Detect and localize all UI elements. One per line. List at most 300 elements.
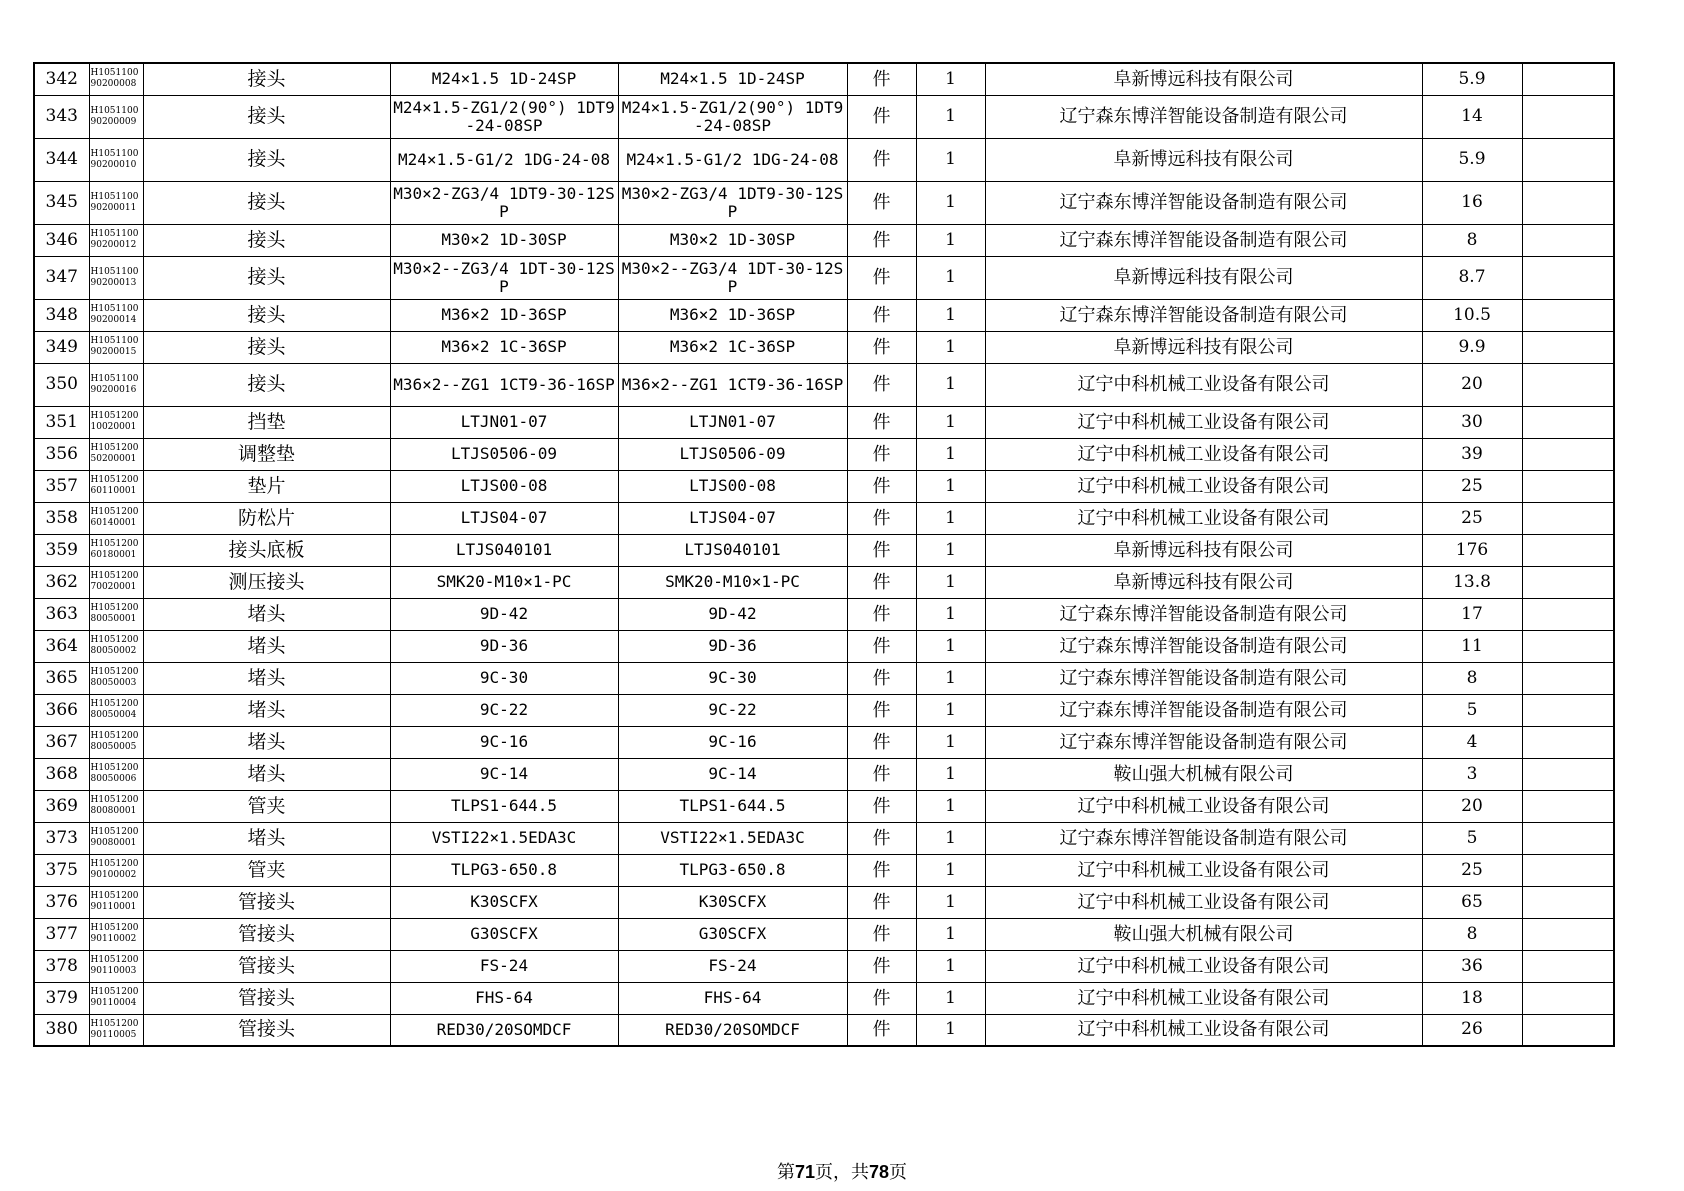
model-cell: 9C-14 — [618, 758, 847, 790]
material-code-cell: H1051200 90110005 — [89, 1014, 143, 1046]
unit-cell: 件 — [847, 918, 916, 950]
supplier-cell: 辽宁森东博洋智能设备制造有限公司 — [985, 630, 1422, 662]
material-code-cell: H1051200 80050005 — [89, 726, 143, 758]
specification-cell: M36×2 1D-36SP — [390, 299, 618, 331]
material-code-cell: H1051200 80050002 — [89, 630, 143, 662]
row-number-cell: 342 — [34, 63, 89, 95]
material-code-cell: H1051200 10020001 — [89, 406, 143, 438]
supplier-cell: 辽宁中科机械工业设备有限公司 — [985, 1014, 1422, 1046]
model-cell: TLPG3-650.8 — [618, 854, 847, 886]
unit-cell: 件 — [847, 758, 916, 790]
model-cell: LTJS00-08 — [618, 470, 847, 502]
unit-cell: 件 — [847, 886, 916, 918]
row-number-cell: 379 — [34, 982, 89, 1014]
specification-cell: TLPG3-650.8 — [390, 854, 618, 886]
model-cell: LTJN01-07 — [618, 406, 847, 438]
quantity-cell: 1 — [916, 534, 985, 566]
unit-cell: 件 — [847, 822, 916, 854]
table-row — [34, 502, 1614, 534]
remark-cell — [1522, 822, 1614, 854]
unit-cell: 件 — [847, 662, 916, 694]
remark-cell — [1522, 534, 1614, 566]
quantity-cell: 1 — [916, 662, 985, 694]
quantity-cell: 1 — [916, 224, 985, 256]
remark-cell — [1522, 470, 1614, 502]
part-name-cell: 接头 — [143, 138, 390, 181]
remark-cell — [1522, 224, 1614, 256]
quantity-cell: 1 — [916, 822, 985, 854]
unit-price-cell: 20 — [1422, 363, 1522, 406]
quantity-cell: 1 — [916, 598, 985, 630]
table-row — [34, 598, 1614, 630]
row-number-cell: 375 — [34, 854, 89, 886]
unit-price-cell: 30 — [1422, 406, 1522, 438]
supplier-cell: 辽宁森东博洋智能设备制造有限公司 — [985, 822, 1422, 854]
model-cell: LTJS0506-09 — [618, 438, 847, 470]
unit-cell: 件 — [847, 854, 916, 886]
row-number-cell: 346 — [34, 224, 89, 256]
supplier-cell: 辽宁中科机械工业设备有限公司 — [985, 886, 1422, 918]
supplier-cell: 辽宁中科机械工业设备有限公司 — [985, 363, 1422, 406]
unit-cell: 件 — [847, 95, 916, 138]
unit-price-cell: 26 — [1422, 1014, 1522, 1046]
model-cell: SMK20-M10×1-PC — [618, 566, 847, 598]
row-number-cell: 368 — [34, 758, 89, 790]
remark-cell — [1522, 406, 1614, 438]
model-cell: FHS-64 — [618, 982, 847, 1014]
material-code-cell: H1051100 90200008 — [89, 63, 143, 95]
table-row — [34, 406, 1614, 438]
supplier-cell: 辽宁中科机械工业设备有限公司 — [985, 438, 1422, 470]
quantity-cell: 1 — [916, 299, 985, 331]
unit-cell: 件 — [847, 726, 916, 758]
remark-cell — [1522, 138, 1614, 181]
table-row — [34, 181, 1614, 224]
supplier-cell: 辽宁中科机械工业设备有限公司 — [985, 950, 1422, 982]
model-cell: M24×1.5-G1/2 1DG-24-08 — [618, 138, 847, 181]
part-name-cell: 堵头 — [143, 630, 390, 662]
table-row — [34, 726, 1614, 758]
material-code-cell: H1051200 60180001 — [89, 534, 143, 566]
remark-cell — [1522, 63, 1614, 95]
quantity-cell: 1 — [916, 630, 985, 662]
supplier-cell: 辽宁中科机械工业设备有限公司 — [985, 502, 1422, 534]
model-cell: 9D-42 — [618, 598, 847, 630]
part-name-cell: 堵头 — [143, 598, 390, 630]
supplier-cell: 辽宁中科机械工业设备有限公司 — [985, 470, 1422, 502]
part-name-cell: 管接头 — [143, 918, 390, 950]
supplier-cell: 鞍山强大机械有限公司 — [985, 758, 1422, 790]
row-number-cell: 347 — [34, 256, 89, 299]
table-row — [34, 438, 1614, 470]
unit-cell: 件 — [847, 299, 916, 331]
unit-price-cell: 36 — [1422, 950, 1522, 982]
row-number-cell: 373 — [34, 822, 89, 854]
model-cell: M36×2 1D-36SP — [618, 299, 847, 331]
quantity-cell: 1 — [916, 1014, 985, 1046]
quantity-cell: 1 — [916, 950, 985, 982]
part-name-cell: 接头 — [143, 95, 390, 138]
unit-cell: 件 — [847, 256, 916, 299]
unit-cell: 件 — [847, 138, 916, 181]
part-name-cell: 管夹 — [143, 790, 390, 822]
table-row — [34, 331, 1614, 363]
model-cell: K30SCFX — [618, 886, 847, 918]
model-cell: VSTI22×1.5EDA3C — [618, 822, 847, 854]
part-name-cell: 接头 — [143, 63, 390, 95]
remark-cell — [1522, 854, 1614, 886]
table-row — [34, 822, 1614, 854]
unit-price-cell: 14 — [1422, 95, 1522, 138]
table-row — [34, 63, 1614, 95]
remark-cell — [1522, 1014, 1614, 1046]
specification-cell: FS-24 — [390, 950, 618, 982]
specification-cell: LTJS040101 — [390, 534, 618, 566]
specification-cell: M30×2--ZG3/4 1DT-30-12SP — [390, 256, 618, 299]
unit-price-cell: 16 — [1422, 181, 1522, 224]
quantity-cell: 1 — [916, 331, 985, 363]
supplier-cell: 辽宁中科机械工业设备有限公司 — [985, 790, 1422, 822]
quantity-cell: 1 — [916, 886, 985, 918]
part-name-cell: 堵头 — [143, 758, 390, 790]
model-cell: M24×1.5-ZG1/2(90°) 1DT9-24-08SP — [618, 95, 847, 138]
quantity-cell: 1 — [916, 502, 985, 534]
model-cell: 9C-30 — [618, 662, 847, 694]
row-number-cell: 357 — [34, 470, 89, 502]
table-row — [34, 694, 1614, 726]
quantity-cell: 1 — [916, 95, 985, 138]
part-name-cell: 接头 — [143, 181, 390, 224]
model-cell: M24×1.5 1D-24SP — [618, 63, 847, 95]
part-name-cell: 管夹 — [143, 854, 390, 886]
unit-price-cell: 25 — [1422, 470, 1522, 502]
unit-cell: 件 — [847, 982, 916, 1014]
remark-cell — [1522, 331, 1614, 363]
remark-cell — [1522, 181, 1614, 224]
supplier-cell: 辽宁森东博洋智能设备制造有限公司 — [985, 181, 1422, 224]
total-pages-number: 78 — [869, 1162, 890, 1182]
remark-cell — [1522, 502, 1614, 534]
unit-price-cell: 5.9 — [1422, 138, 1522, 181]
row-number-cell: 344 — [34, 138, 89, 181]
part-name-cell: 管接头 — [143, 1014, 390, 1046]
unit-cell: 件 — [847, 181, 916, 224]
model-cell: M30×2--ZG3/4 1DT-30-12SP — [618, 256, 847, 299]
material-code-cell: H1051200 60140001 — [89, 502, 143, 534]
unit-price-cell: 18 — [1422, 982, 1522, 1014]
table-row — [34, 758, 1614, 790]
unit-cell: 件 — [847, 502, 916, 534]
model-cell: TLPS1-644.5 — [618, 790, 847, 822]
unit-cell: 件 — [847, 438, 916, 470]
supplier-cell: 辽宁森东博洋智能设备制造有限公司 — [985, 224, 1422, 256]
footer-prefix: 第 — [776, 1162, 795, 1183]
specification-cell: LTJS04-07 — [390, 502, 618, 534]
table-row — [34, 534, 1614, 566]
model-cell: LTJS040101 — [618, 534, 847, 566]
part-name-cell: 挡垫 — [143, 406, 390, 438]
footer-middle: 页，共 — [815, 1162, 869, 1183]
page-footer — [0, 1161, 1684, 1184]
material-code-cell: H1051200 90110001 — [89, 886, 143, 918]
unit-cell: 件 — [847, 406, 916, 438]
quantity-cell: 1 — [916, 63, 985, 95]
table-row — [34, 630, 1614, 662]
row-number-cell: 343 — [34, 95, 89, 138]
table-row — [34, 950, 1614, 982]
model-cell: G30SCFX — [618, 918, 847, 950]
specification-cell: LTJN01-07 — [390, 406, 618, 438]
unit-cell: 件 — [847, 598, 916, 630]
unit-price-cell: 25 — [1422, 854, 1522, 886]
row-number-cell: 365 — [34, 662, 89, 694]
row-number-cell: 366 — [34, 694, 89, 726]
specification-cell: M24×1.5-ZG1/2(90°) 1DT9-24-08SP — [390, 95, 618, 138]
supplier-cell: 阜新博远科技有限公司 — [985, 566, 1422, 598]
unit-price-cell: 13.8 — [1422, 566, 1522, 598]
part-name-cell: 管接头 — [143, 950, 390, 982]
supplier-cell: 辽宁中科机械工业设备有限公司 — [985, 854, 1422, 886]
material-code-cell: H1051100 90200011 — [89, 181, 143, 224]
supplier-cell: 辽宁森东博洋智能设备制造有限公司 — [985, 726, 1422, 758]
part-name-cell: 接头 — [143, 363, 390, 406]
unit-price-cell: 176 — [1422, 534, 1522, 566]
specification-cell: RED30/20SOMDCF — [390, 1014, 618, 1046]
part-name-cell: 管接头 — [143, 982, 390, 1014]
material-code-cell: H1051200 90110002 — [89, 918, 143, 950]
part-name-cell: 测压接头 — [143, 566, 390, 598]
material-code-cell: H1051200 80050003 — [89, 662, 143, 694]
remark-cell — [1522, 694, 1614, 726]
remark-cell — [1522, 726, 1614, 758]
part-name-cell: 防松片 — [143, 502, 390, 534]
specification-cell: 9C-14 — [390, 758, 618, 790]
row-number-cell: 358 — [34, 502, 89, 534]
remark-cell — [1522, 299, 1614, 331]
unit-price-cell: 8 — [1422, 918, 1522, 950]
table-row — [34, 886, 1614, 918]
specification-cell: M36×2 1C-36SP — [390, 331, 618, 363]
material-code-cell: H1051200 80050004 — [89, 694, 143, 726]
row-number-cell: 348 — [34, 299, 89, 331]
model-cell: RED30/20SOMDCF — [618, 1014, 847, 1046]
quantity-cell: 1 — [916, 566, 985, 598]
specification-cell: K30SCFX — [390, 886, 618, 918]
material-code-cell: H1051200 90110003 — [89, 950, 143, 982]
remark-cell — [1522, 982, 1614, 1014]
model-cell: 9D-36 — [618, 630, 847, 662]
model-cell: M36×2 1C-36SP — [618, 331, 847, 363]
unit-price-cell: 5 — [1422, 822, 1522, 854]
remark-cell — [1522, 566, 1614, 598]
supplier-cell: 鞍山强大机械有限公司 — [985, 918, 1422, 950]
material-code-cell: H1051200 80050006 — [89, 758, 143, 790]
unit-price-cell: 8 — [1422, 224, 1522, 256]
model-cell: M30×2 1D-30SP — [618, 224, 847, 256]
specification-cell: 9C-30 — [390, 662, 618, 694]
material-code-cell: H1051100 90200010 — [89, 138, 143, 181]
remark-cell — [1522, 630, 1614, 662]
row-number-cell: 369 — [34, 790, 89, 822]
material-code-cell: H1051100 90200013 — [89, 256, 143, 299]
model-cell: 9C-16 — [618, 726, 847, 758]
unit-price-cell: 11 — [1422, 630, 1522, 662]
row-number-cell: 350 — [34, 363, 89, 406]
parts-price-table — [33, 62, 1615, 1047]
unit-price-cell: 10.5 — [1422, 299, 1522, 331]
table-row — [34, 854, 1614, 886]
remark-cell — [1522, 256, 1614, 299]
part-name-cell: 堵头 — [143, 662, 390, 694]
quantity-cell: 1 — [916, 694, 985, 726]
unit-price-cell: 25 — [1422, 502, 1522, 534]
model-cell: 9C-22 — [618, 694, 847, 726]
quantity-cell: 1 — [916, 854, 985, 886]
specification-cell: SMK20-M10×1-PC — [390, 566, 618, 598]
unit-cell: 件 — [847, 470, 916, 502]
supplier-cell: 辽宁中科机械工业设备有限公司 — [985, 406, 1422, 438]
unit-cell: 件 — [847, 63, 916, 95]
unit-cell: 件 — [847, 1014, 916, 1046]
part-name-cell: 堵头 — [143, 694, 390, 726]
quantity-cell: 1 — [916, 181, 985, 224]
part-name-cell: 接头 — [143, 299, 390, 331]
unit-cell: 件 — [847, 534, 916, 566]
table-row — [34, 470, 1614, 502]
specification-cell: M24×1.5 1D-24SP — [390, 63, 618, 95]
remark-cell — [1522, 790, 1614, 822]
part-name-cell: 接头 — [143, 224, 390, 256]
quantity-cell: 1 — [916, 438, 985, 470]
unit-price-cell: 5.9 — [1422, 63, 1522, 95]
quantity-cell: 1 — [916, 470, 985, 502]
supplier-cell: 辽宁中科机械工业设备有限公司 — [985, 982, 1422, 1014]
specification-cell: VSTI22×1.5EDA3C — [390, 822, 618, 854]
unit-cell: 件 — [847, 363, 916, 406]
model-cell: M36×2--ZG1 1CT9-36-16SP — [618, 363, 847, 406]
table-row — [34, 256, 1614, 299]
supplier-cell: 阜新博远科技有限公司 — [985, 138, 1422, 181]
remark-cell — [1522, 438, 1614, 470]
material-code-cell: H1051200 90100002 — [89, 854, 143, 886]
unit-cell: 件 — [847, 694, 916, 726]
material-code-cell: H1051100 90200012 — [89, 224, 143, 256]
supplier-cell: 辽宁森东博洋智能设备制造有限公司 — [985, 299, 1422, 331]
unit-price-cell: 20 — [1422, 790, 1522, 822]
model-cell: M30×2-ZG3/4 1DT9-30-12SP — [618, 181, 847, 224]
row-number-cell: 363 — [34, 598, 89, 630]
part-name-cell: 垫片 — [143, 470, 390, 502]
specification-cell: M36×2--ZG1 1CT9-36-16SP — [390, 363, 618, 406]
unit-cell: 件 — [847, 224, 916, 256]
table-row — [34, 95, 1614, 138]
current-page-number: 71 — [794, 1162, 815, 1182]
remark-cell — [1522, 598, 1614, 630]
specification-cell: 9C-22 — [390, 694, 618, 726]
part-name-cell: 接头 — [143, 331, 390, 363]
unit-cell: 件 — [847, 331, 916, 363]
specification-cell: M30×2 1D-30SP — [390, 224, 618, 256]
part-name-cell: 接头 — [143, 256, 390, 299]
row-number-cell: 378 — [34, 950, 89, 982]
part-name-cell: 堵头 — [143, 822, 390, 854]
remark-cell — [1522, 758, 1614, 790]
row-number-cell: 356 — [34, 438, 89, 470]
material-code-cell: H1051100 90200016 — [89, 363, 143, 406]
remark-cell — [1522, 363, 1614, 406]
material-code-cell: H1051200 70020001 — [89, 566, 143, 598]
material-code-cell: H1051200 80050001 — [89, 598, 143, 630]
quantity-cell: 1 — [916, 138, 985, 181]
table-row — [34, 566, 1614, 598]
specification-cell: M24×1.5-G1/2 1DG-24-08 — [390, 138, 618, 181]
quantity-cell: 1 — [916, 758, 985, 790]
unit-cell: 件 — [847, 566, 916, 598]
unit-price-cell: 8.7 — [1422, 256, 1522, 299]
table-row — [34, 662, 1614, 694]
part-name-cell: 管接头 — [143, 886, 390, 918]
unit-price-cell: 4 — [1422, 726, 1522, 758]
specification-cell: 9C-16 — [390, 726, 618, 758]
supplier-cell: 阜新博远科技有限公司 — [985, 63, 1422, 95]
unit-price-cell: 8 — [1422, 662, 1522, 694]
row-number-cell: 367 — [34, 726, 89, 758]
unit-price-cell: 5 — [1422, 694, 1522, 726]
row-number-cell: 359 — [34, 534, 89, 566]
remark-cell — [1522, 950, 1614, 982]
specification-cell: G30SCFX — [390, 918, 618, 950]
table-row — [34, 363, 1614, 406]
material-code-cell: H1051100 90200014 — [89, 299, 143, 331]
material-code-cell: H1051200 90080001 — [89, 822, 143, 854]
table-row — [34, 299, 1614, 331]
supplier-cell: 辽宁森东博洋智能设备制造有限公司 — [985, 598, 1422, 630]
material-code-cell: H1051200 90110004 — [89, 982, 143, 1014]
specification-cell: M30×2-ZG3/4 1DT9-30-12SP — [390, 181, 618, 224]
table-body — [34, 63, 1614, 1046]
quantity-cell: 1 — [916, 982, 985, 1014]
material-code-cell: H1051200 80080001 — [89, 790, 143, 822]
remark-cell — [1522, 886, 1614, 918]
table-row — [34, 982, 1614, 1014]
remark-cell — [1522, 662, 1614, 694]
unit-cell: 件 — [847, 630, 916, 662]
quantity-cell: 1 — [916, 256, 985, 299]
material-code-cell: H1051200 50200001 — [89, 438, 143, 470]
supplier-cell: 阜新博远科技有限公司 — [985, 331, 1422, 363]
table-row — [34, 138, 1614, 181]
remark-cell — [1522, 918, 1614, 950]
specification-cell: LTJS00-08 — [390, 470, 618, 502]
material-code-cell: H1051200 60110001 — [89, 470, 143, 502]
quantity-cell: 1 — [916, 406, 985, 438]
remark-cell — [1522, 95, 1614, 138]
table-row — [34, 790, 1614, 822]
row-number-cell: 345 — [34, 181, 89, 224]
row-number-cell: 351 — [34, 406, 89, 438]
supplier-cell: 阜新博远科技有限公司 — [985, 534, 1422, 566]
material-code-cell: H1051100 90200015 — [89, 331, 143, 363]
row-number-cell: 376 — [34, 886, 89, 918]
model-cell: FS-24 — [618, 950, 847, 982]
unit-cell: 件 — [847, 950, 916, 982]
quantity-cell: 1 — [916, 918, 985, 950]
specification-cell: 9D-42 — [390, 598, 618, 630]
quantity-cell: 1 — [916, 790, 985, 822]
part-name-cell: 接头底板 — [143, 534, 390, 566]
supplier-cell: 阜新博远科技有限公司 — [985, 256, 1422, 299]
material-code-cell: H1051100 90200009 — [89, 95, 143, 138]
